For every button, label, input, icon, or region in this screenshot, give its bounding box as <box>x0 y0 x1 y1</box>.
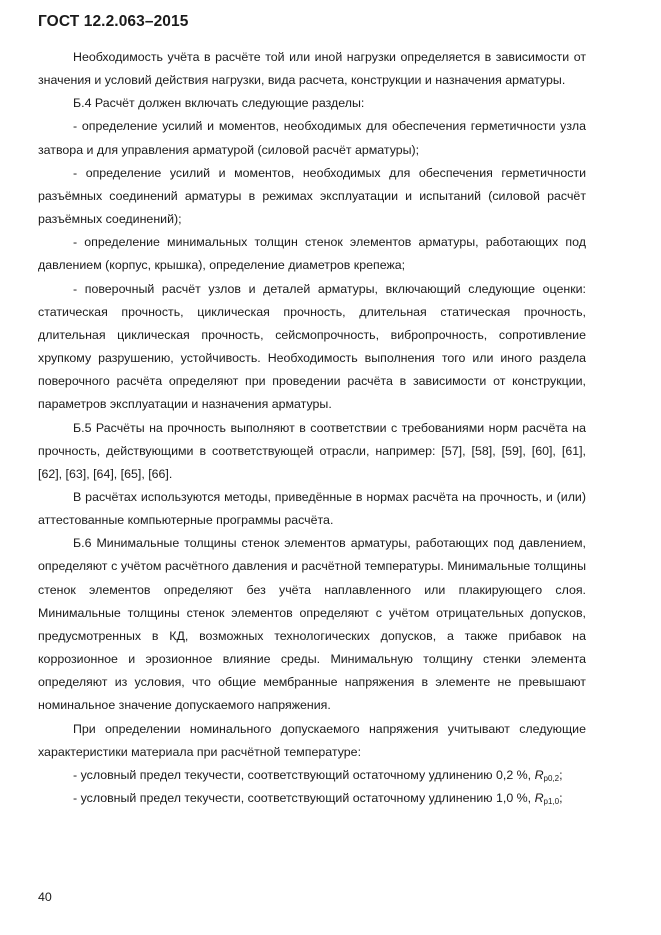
paragraph: Б.6 Минимальные толщины стенок элементов арматуры, работающих под давлением, определяют с учётом расчётного давления и расчётной температуры. Минимальные толщины стенок элементов определяют без учёта наплавленного или плакирующего слоя. Минимальные толщины стенок элементов определяют с учётом отрицательных допусков, предусмотренных в КД, возможных технологических допусков, а также прибавок на коррозионное и эрозионное влияние среды. Минимальную толщину стенки элемента определяют из условия, что общие мембранные напряжения в элементе не превышают номинальное значение допускаемого напряжения. <box>38 536 586 713</box>
list-item: - определение усилий и моментов, необходимых для обеспечения герметичности разъёмных соединений арматуры в режимах эксплуатации и испытаний (силовой расчёт разъёмных соединений); <box>38 165 586 227</box>
page-number: 40 <box>38 890 52 904</box>
formula-symbol: R <box>534 791 544 805</box>
list-item-tail: ; <box>559 791 563 805</box>
list-item-tail: ; <box>559 767 563 782</box>
list-item-text: - условный предел текучести, соответствующий остаточному удлинению 1,0 %, <box>73 791 532 805</box>
paragraph: Необходимость учёта в расчёте той или иной нагрузки определяется в зависимости от значения и условий действия нагрузки, вида расчета, конструкции и назначения арматуры. <box>38 50 586 88</box>
list-item <box>38 787 586 810</box>
paragraph: Б.5 Расчёты на прочность выполняют в соответствии с требованиями норм расчёта на прочность, действующими в соответствующей отрасли, например: [57], [58], [59], [60], [61], [62], [63], [64], [65], [66]. <box>38 420 586 481</box>
formula-symbol: R <box>534 767 544 782</box>
list-item: - определение минимальных толщин стенок элементов арматуры, работающих под давлением (корпус, крышка), определение диаметров крепежа; <box>38 235 586 273</box>
document-header: ГОСТ 12.2.063–2015 <box>38 13 189 30</box>
paragraph: В расчётах используются методы, приведённые в нормах расчёта на прочность, и (или) аттестованные компьютерные программы расчёта. <box>38 489 586 528</box>
list-item <box>38 764 586 787</box>
list-item: - определение усилий и моментов, необходимых для обеспечения герметичности узла затвора и для управления арматурой (силовой расчёт арматуры); <box>38 119 586 157</box>
paragraph: Б.4 Расчёт должен включать следующие разделы: <box>73 96 365 111</box>
list-item: - поверочный расчёт узлов и деталей арматуры, включающий следующие оценки: статическая прочность, циклическая прочность, длительная статическая прочность, длительная циклическая прочность, сейсмопрочность, вибропрочность, сопротивление хрупкому разрушению, устойчивость. Необходимость выполнения того или иного раздела поверочного расчёта определяют при проведении расчёта в зависимости от конструкции, параметров эксплуатации и назначения арматуры. <box>38 281 586 412</box>
list-item-text: - условный предел текучести, соответствующий остаточному удлинению 0,2 %, <box>73 767 532 782</box>
document-body <box>38 46 586 810</box>
paragraph: При определении номинального допускаемого напряжения учитывают следующие характеристики материала при расчётной температуре: <box>38 721 586 759</box>
formula-subscript: p1,0 <box>543 797 560 806</box>
formula-subscript: p0,2 <box>543 773 560 783</box>
